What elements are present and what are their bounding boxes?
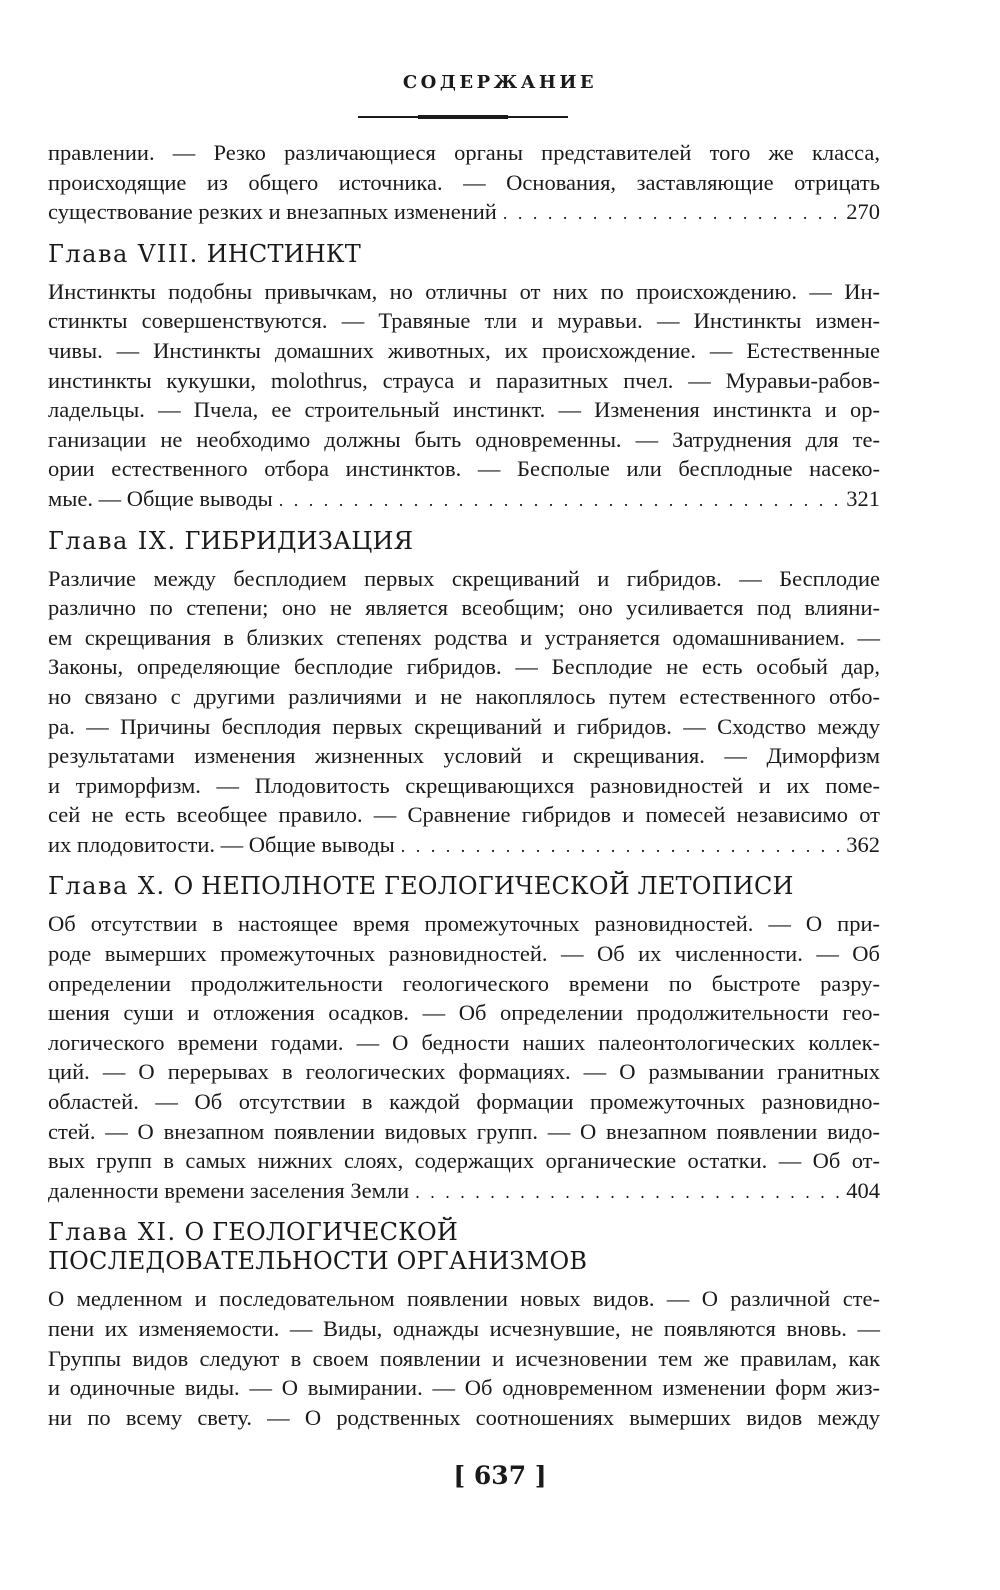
dot-leader	[279, 486, 840, 516]
entry-line: ций. — О перерывах в геологических формациях. — О размывании гранитных	[48, 1059, 880, 1085]
entry-line: стинкты совершенствуются. — Травяные тли и муравьи. — Инстинкты измен-	[48, 308, 880, 334]
toc-entry-continuation	[48, 138, 880, 227]
entry-line: роде вымерших промежуточных разновидностей. — Об их численности. — Об	[48, 941, 880, 967]
page-reference: 321	[846, 485, 880, 511]
entry-last-text: существование резких и внезапных изменений	[48, 199, 497, 225]
entry-last-text: мые. — Общие выводы	[48, 485, 273, 511]
entry-line: ории естественного отбора инстинктов. — Бесполые или бесплодные насеко-	[48, 456, 880, 482]
entry-line: ни по всему свету. — О родственных соотношениях вымерших видов между	[48, 1404, 880, 1430]
dot-leader	[401, 832, 840, 862]
toc-content	[48, 138, 880, 1432]
entry-line: ладельцы. — Пчела, ее строительный инстинкт. — Изменения инстинкта и ор-	[48, 397, 880, 423]
entry-line: ра. — Причины бесплодия первых скрещиваний и гибридов. — Сходство между	[48, 713, 880, 739]
entry-line: и одиночные виды. — О вымирании. — Об одновременном изменении форм жиз-	[48, 1375, 880, 1401]
entry-line: результатами изменения жизненных условий и скрещивания. — Диморфизм	[48, 743, 880, 769]
entry-line: происходящие из общего источника. — Основания, заставляющие отрицать	[48, 169, 880, 195]
entry-line: но связано с другими различиями и не накоплялось путем естественного отбо-	[48, 683, 880, 709]
entry-line: вых групп в самых нижних слоях, содержащих органические остатки. — Об от-	[48, 1148, 880, 1174]
chapter-label: Глава VIII.	[48, 239, 199, 268]
chapter-label: Глава X.	[48, 872, 166, 901]
entry-line: Группы видов следуют в своем появлении и исчезновении тем же правилам, как	[48, 1345, 880, 1371]
entry-last-line	[48, 1176, 880, 1206]
chapter-heading-ix	[48, 527, 880, 556]
page-reference: 362	[846, 831, 880, 857]
entry-line: Инстинкты подобны привычкам, но отличны от них по происхождению. — Ин-	[48, 278, 880, 304]
entry-line: пени их изменяемости. — Виды, однажды исчезнувшие, не появляются вновь. —	[48, 1316, 880, 1341]
toc-entry-xi	[48, 1284, 880, 1432]
entry-line: Различие между бесплодием первых скрещиваний и гибридов. — Бесплодие	[48, 565, 880, 591]
entry-line: сей не есть всеобщее правило. — Сравнение гибридов и помесей независимо от	[48, 802, 880, 828]
entry-line: ганизации не необходимо должны быть одновременны. — Затруднения для те-	[48, 426, 880, 452]
chapter-title: О ГЕОЛОГИЧЕСКОЙ	[184, 1218, 458, 1247]
entry-last-line	[48, 830, 880, 860]
toc-entry-viii	[48, 277, 880, 514]
chapter-title: ГИБРИДИЗАЦИЯ	[184, 526, 414, 555]
entry-line: О медленном и последовательном появлении новых видов. — О различной сте-	[48, 1286, 880, 1312]
entry-line: правлении. — Резко различающиеся органы представителей того же класса,	[48, 140, 880, 165]
entry-line: Законы, определяющие бесплодие гибридов. — Бесплодие не есть особый дар,	[48, 654, 880, 680]
header-title: СОДЕРЖАНИЕ	[402, 72, 598, 93]
entry-line: различно по степени; оно не является всеобщим; оно усиливается под влияни-	[48, 595, 880, 621]
chapter-label: Глава IX.	[48, 526, 177, 555]
dot-leader	[415, 1178, 840, 1208]
entry-line: стей. — О внезапном появлении видовых групп. — О внезапном появлении видо-	[48, 1118, 880, 1144]
entry-line: логического времени годами. — О бедности наших палеонтологических коллек-	[48, 1029, 880, 1055]
entry-last-text: их плодовитости. — Общие выводы	[48, 831, 395, 857]
entry-last-text: даленности времени заселения Земли	[48, 1177, 410, 1203]
toc-entry-ix	[48, 564, 880, 860]
entry-line: определении продолжительности геологического времени по быстроте разру-	[48, 970, 880, 996]
entry-line: областей. — Об отсутствии в каждой формации промежуточных разновидно-	[48, 1089, 880, 1115]
entry-line: и триморфизм. — Плодовитость скрещивающихся разновидностей и их поме-	[48, 772, 880, 798]
header-rule	[358, 116, 568, 118]
entry-last-line	[48, 484, 880, 514]
entry-line: Об отсутствии в настоящее время промежуточных разновидностей. — О при-	[48, 911, 880, 937]
chapter-heading-xi	[48, 1218, 880, 1276]
entry-line: чивы. — Инстинкты домашних животных, их происхождение. — Естественные	[48, 337, 880, 363]
chapter-label: Глава XI.	[48, 1218, 177, 1247]
chapter-title: О НЕПОЛНОТЕ ГЕОЛОГИЧЕСКОЙ ЛЕТОПИСИ	[173, 872, 794, 901]
chapter-heading-x	[48, 872, 880, 901]
entry-line: ем скрещивания в близких степенях родства и устраняется одомашниванием. —	[48, 624, 880, 650]
toc-entry-x	[48, 909, 880, 1205]
chapter-title-continued: ПОСЛЕДОВАТЕЛЬНОСТИ ОРГАНИЗМОВ	[48, 1247, 588, 1276]
chapter-title: ИНСТИНКТ	[206, 239, 361, 268]
running-header	[0, 72, 1000, 93]
page-number: [ 637 ]	[453, 1461, 547, 1490]
dot-leader	[503, 199, 840, 229]
page-reference: 404	[846, 1177, 880, 1203]
entry-last-line	[48, 197, 880, 227]
entry-line: шения суши и отложения осадков. — Об определении продолжительности гео-	[48, 1000, 880, 1026]
chapter-heading-viii	[48, 240, 880, 269]
page-reference: 270	[846, 199, 880, 225]
entry-line: инстинкты кукушки, molothrus, страуса и паразитных пчел. — Муравьи-рабов-	[48, 367, 880, 393]
